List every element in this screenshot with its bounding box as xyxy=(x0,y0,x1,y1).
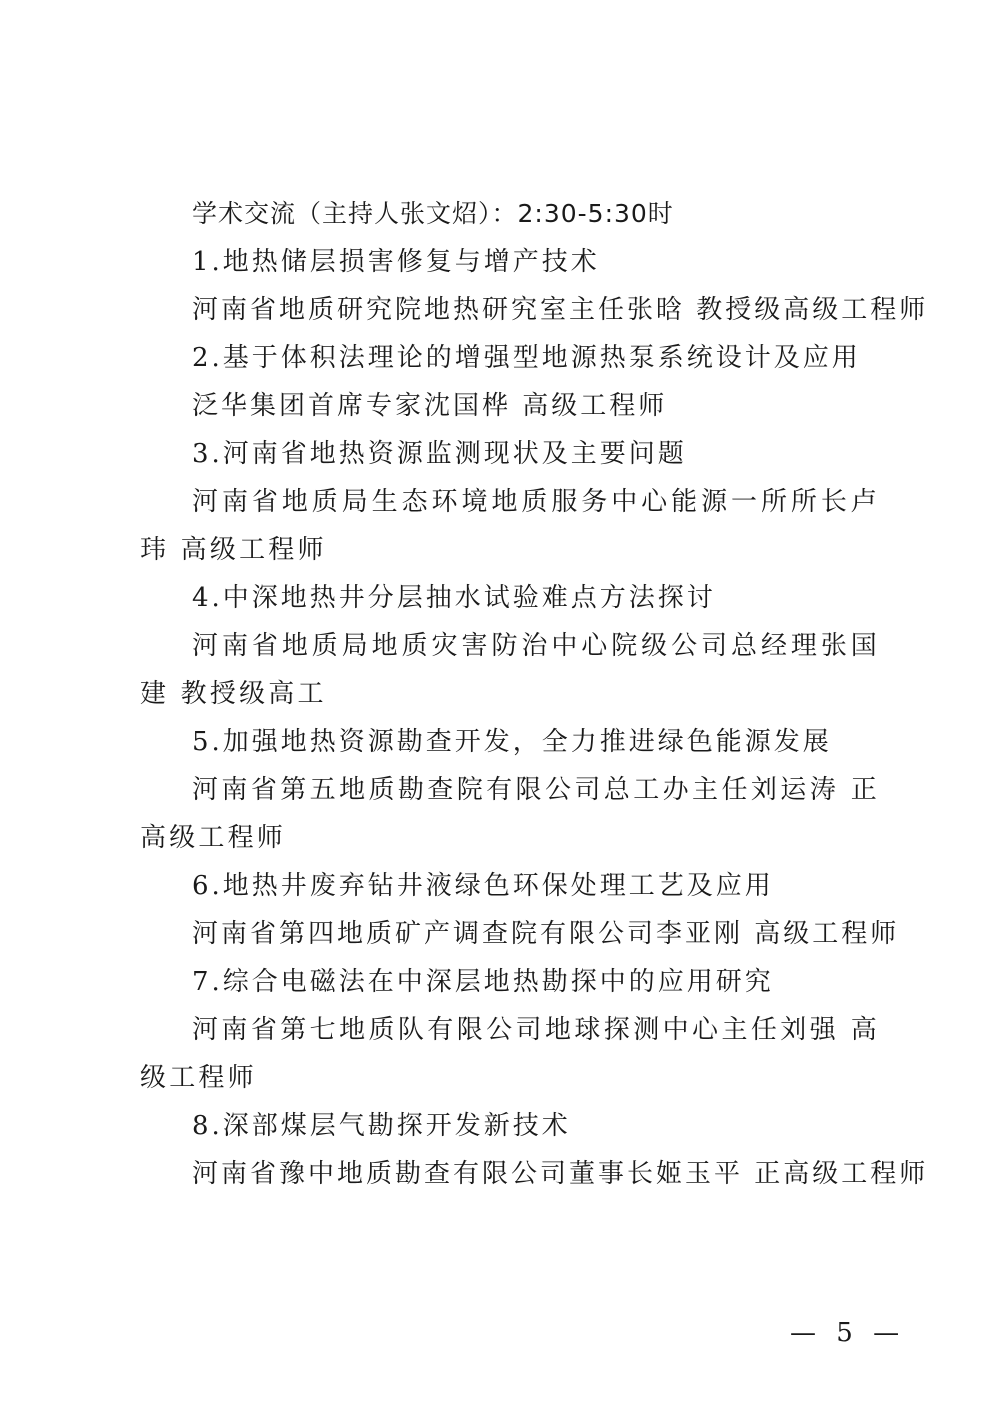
talk-6-title: 6.地热井废弃钻井液绿色环保处理工艺及应用 xyxy=(192,871,774,901)
talk-6-speaker: 河南省第四地质矿产调查院有限公司李亚刚 高级工程师 xyxy=(192,919,900,949)
talk-5-speaker: 河南省第五地质勘查院有限公司总工办主任刘运涛 正高级工程师 xyxy=(140,775,880,853)
talk-3-title: 3.河南省地热资源监测现状及主要问题 xyxy=(192,439,687,469)
talk-8-title: 8.深部煤层气勘探开发新技术 xyxy=(192,1111,571,1141)
talk-8-speaker: 河南省豫中地质勘查有限公司董事长姬玉平 正高级工程师 xyxy=(192,1159,929,1189)
talk-5-title: 5.加强地热资源勘查开发，全力推进绿色能源发展 xyxy=(192,727,832,757)
agenda-content xyxy=(140,190,929,1198)
talk-1-title: 1.地热储层损害修复与增产技术 xyxy=(192,247,600,277)
talk-2-title: 2.基于体积法理论的增强型地源热泵系统设计及应用 xyxy=(192,343,861,373)
talk-7-title: 7.综合电磁法在中深层地热勘探中的应用研究 xyxy=(192,967,774,997)
talk-7-speaker: 河南省第七地质队有限公司地球探测中心主任刘强 高级工程师 xyxy=(140,1015,880,1093)
talk-2-speaker: 泛华集团首席专家沈国桦 高级工程师 xyxy=(192,391,668,421)
talk-3-speaker: 河南省地质局生态环境地质服务中心能源一所所长卢玮 高级工程师 xyxy=(140,487,880,565)
session-heading: 学术交流（主持人张文炤）：2:30-5:30时 xyxy=(192,199,674,228)
page-number: — 5 — xyxy=(790,1318,906,1348)
talk-4-speaker: 河南省地质局地质灾害防治中心院级公司总经理张国建 教授级高工 xyxy=(140,631,880,709)
talk-1-speaker: 河南省地质研究院地热研究室主任张晗 教授级高级工程师 xyxy=(192,295,929,325)
talk-4-title: 4.中深地热井分层抽水试验难点方法探讨 xyxy=(192,583,716,613)
